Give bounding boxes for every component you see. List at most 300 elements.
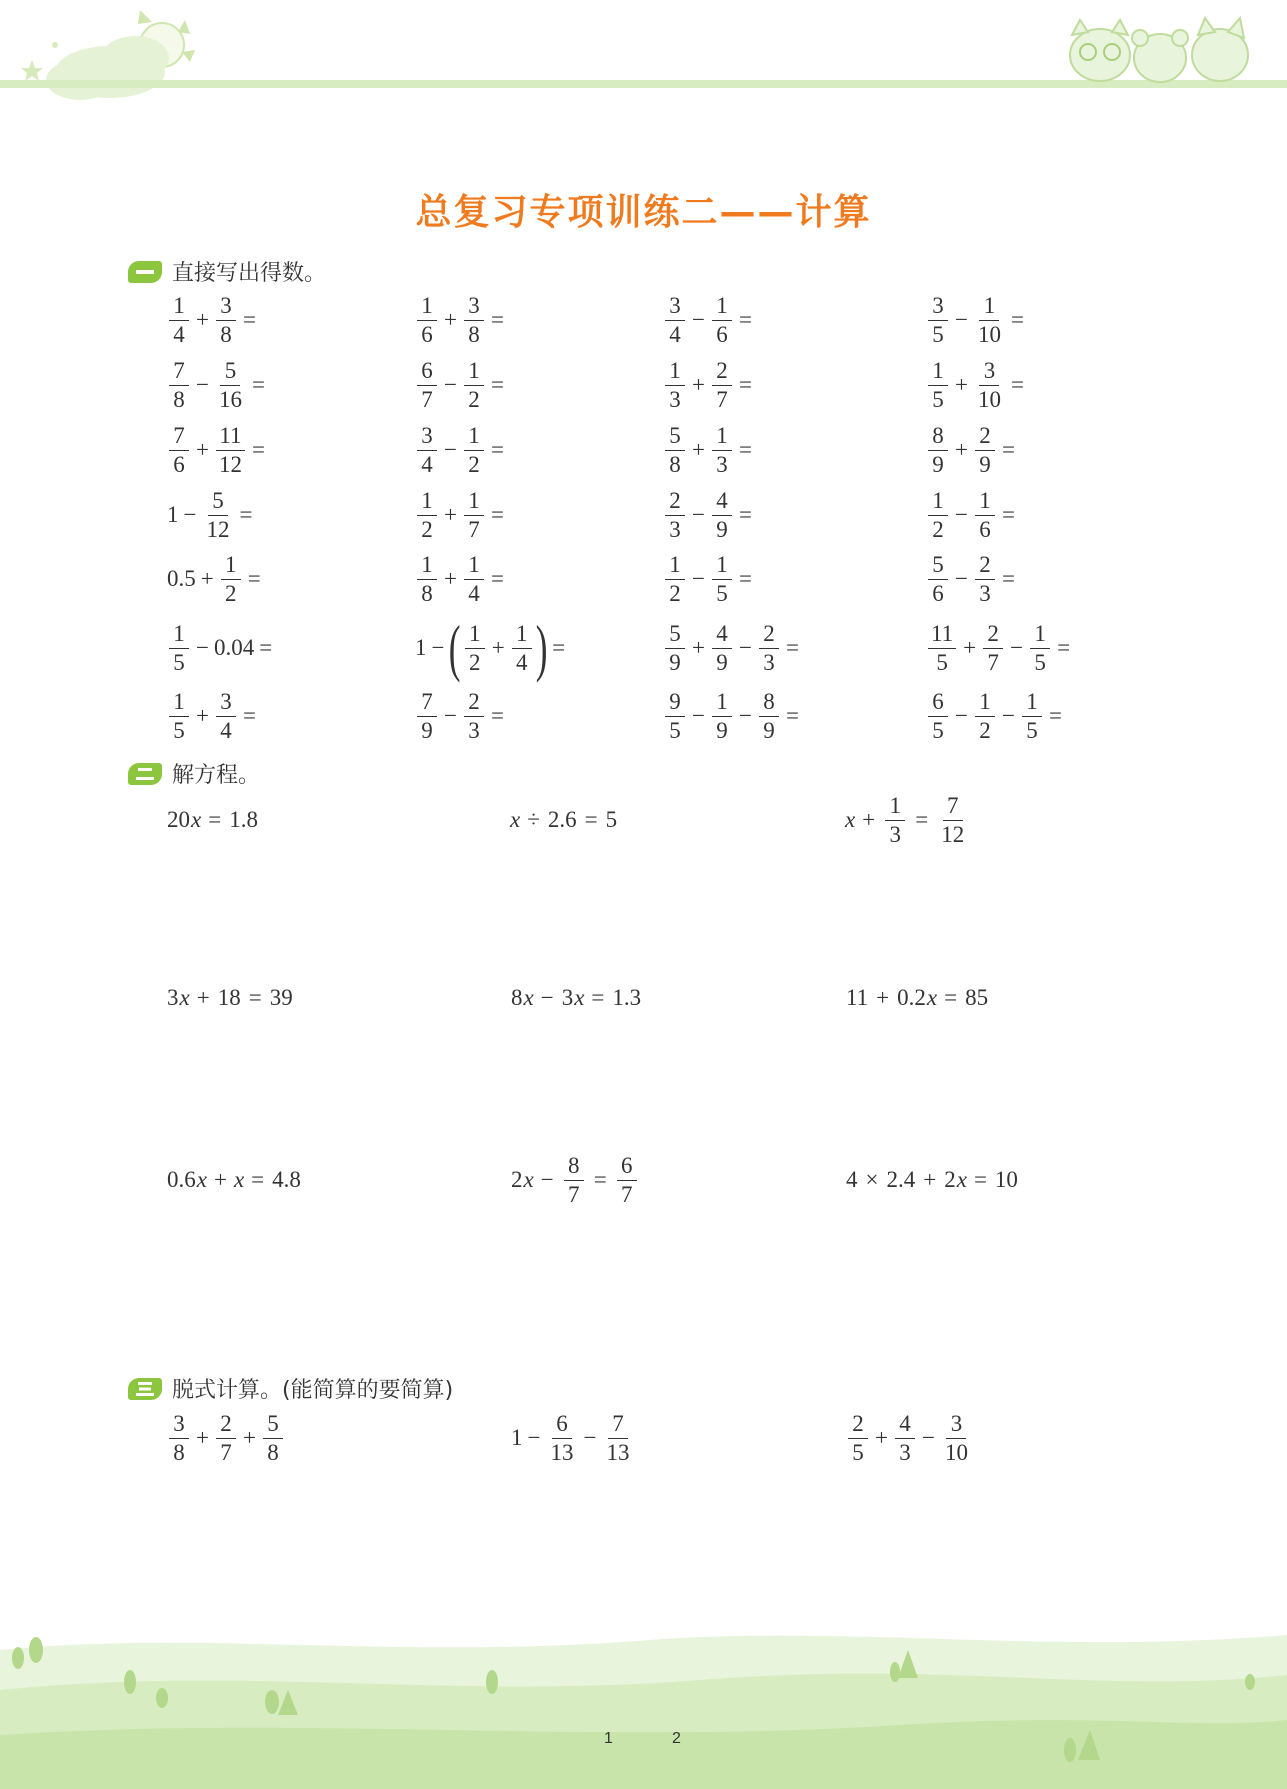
fraction xyxy=(221,551,241,608)
fraction xyxy=(169,1410,189,1467)
operator: = xyxy=(1001,566,1015,591)
fraction xyxy=(759,620,779,677)
step-calc-problem xyxy=(510,1406,635,1470)
oral-problem xyxy=(925,547,1019,611)
numerator: 2 xyxy=(759,620,779,649)
oral-problem xyxy=(925,288,1028,352)
numerator: 2 xyxy=(983,620,1003,649)
fraction xyxy=(928,422,948,479)
operator: + xyxy=(692,372,705,397)
operator: = xyxy=(738,307,752,332)
oral-problem xyxy=(166,483,256,547)
fraction xyxy=(547,1410,576,1467)
numerator: 1 xyxy=(512,620,532,649)
denominator: 4 xyxy=(468,580,480,606)
operator: = xyxy=(593,1167,607,1192)
fraction xyxy=(216,357,245,414)
denominator: 5 xyxy=(173,717,185,743)
operator: = xyxy=(490,437,504,462)
denominator: 2 xyxy=(468,386,480,412)
oral-problem xyxy=(662,547,756,611)
numerator: 3 xyxy=(665,292,685,321)
oral-problem xyxy=(925,483,1019,547)
fraction xyxy=(712,551,732,608)
denominator: 7 xyxy=(220,1439,232,1465)
operator: + xyxy=(955,437,968,462)
number: 85 xyxy=(965,985,989,1010)
operator: = xyxy=(738,502,752,527)
operator: = xyxy=(738,372,752,397)
oral-problem xyxy=(166,684,260,748)
fraction xyxy=(928,292,948,349)
variable: x xyxy=(510,807,521,832)
fraction xyxy=(417,551,437,608)
numerator: 3 xyxy=(928,292,948,321)
variable: x xyxy=(196,1167,207,1192)
number: 0.6 xyxy=(167,1167,196,1192)
operator: = xyxy=(738,437,752,462)
operator: = xyxy=(1057,635,1071,660)
numerator: 1 xyxy=(712,688,732,717)
number: 3 xyxy=(167,985,179,1010)
numerator: 5 xyxy=(928,551,948,580)
operator: = xyxy=(490,307,504,332)
operator: − xyxy=(540,985,554,1010)
operator: = xyxy=(239,502,253,527)
denominator: 7 xyxy=(567,1181,580,1207)
section-2-header xyxy=(128,758,260,789)
equation-problem xyxy=(845,1148,1019,1212)
fraction xyxy=(712,357,732,414)
header-decoration xyxy=(0,0,1287,100)
fraction xyxy=(564,1152,584,1209)
number: 2 xyxy=(511,1167,523,1192)
denominator: 3 xyxy=(899,1439,911,1465)
fraction xyxy=(603,1410,632,1467)
denominator: 16 xyxy=(218,386,242,412)
numerator: 1 xyxy=(712,551,732,580)
oral-problem xyxy=(414,483,508,547)
denominator: 9 xyxy=(669,649,681,675)
oral-problem xyxy=(414,288,508,352)
operator: = xyxy=(251,1167,265,1192)
fraction xyxy=(975,422,995,479)
operator: + xyxy=(242,1425,256,1450)
fraction xyxy=(169,292,189,349)
numerator: 1 xyxy=(975,688,995,717)
operator: − xyxy=(527,1425,541,1450)
operator: − xyxy=(196,372,209,397)
equation-problem xyxy=(166,1148,302,1212)
denominator: 8 xyxy=(669,451,681,477)
denominator: 13 xyxy=(550,1439,574,1465)
section-label: 直接写出得数。 xyxy=(172,261,327,286)
numerator: 3 xyxy=(216,688,236,717)
fraction xyxy=(665,487,685,544)
numerator: 1 xyxy=(464,551,484,580)
equation-problem xyxy=(510,788,618,852)
variable: x xyxy=(233,1167,245,1192)
denominator: 5 xyxy=(669,717,681,743)
numerator: 7 xyxy=(417,688,437,717)
oral-problem xyxy=(166,353,269,417)
number: 0.2 xyxy=(897,985,926,1010)
denominator: 6 xyxy=(421,321,433,347)
operator: − xyxy=(1010,635,1024,660)
fraction xyxy=(417,357,437,414)
operator: − xyxy=(444,372,457,397)
fraction xyxy=(1022,688,1042,745)
fraction xyxy=(712,487,732,544)
section-label: 脱式计算。(能简算的要简算) xyxy=(172,1378,454,1403)
operator: + xyxy=(196,1425,209,1450)
fraction xyxy=(665,357,685,414)
operator: = xyxy=(944,985,958,1010)
number: 2.6 xyxy=(547,807,577,832)
numerator: 1 xyxy=(712,292,732,321)
fraction xyxy=(512,620,532,677)
numerator: 1 xyxy=(464,487,484,516)
operator: − xyxy=(955,307,968,332)
denominator: 7 xyxy=(620,1181,633,1207)
footer-landscape xyxy=(0,1620,1287,1789)
fraction xyxy=(169,620,189,677)
fraction xyxy=(938,792,967,849)
denominator: 6 xyxy=(932,580,944,606)
denominator: 12 xyxy=(941,821,965,847)
variable: x xyxy=(956,1167,967,1192)
numerator: 11 xyxy=(928,620,956,649)
numerator: 1 xyxy=(885,792,905,821)
operator: = xyxy=(242,703,256,728)
numerator: 1 xyxy=(465,620,485,649)
operator: + xyxy=(862,807,876,832)
fraction xyxy=(928,620,956,677)
numerator: 2 xyxy=(848,1410,868,1439)
operator: − xyxy=(692,703,705,728)
fraction xyxy=(417,487,437,544)
fraction xyxy=(169,422,189,479)
number: 1 xyxy=(511,1425,523,1450)
denominator: 10 xyxy=(977,386,1001,412)
denominator: 5 xyxy=(1034,649,1046,675)
equation-problem xyxy=(510,1148,640,1212)
denominator: 3 xyxy=(763,649,775,675)
denominator: 7 xyxy=(468,516,480,542)
numerator: 1 xyxy=(928,487,948,516)
numerator: 8 xyxy=(564,1152,584,1181)
number: 3 xyxy=(561,985,574,1010)
numerator: 1 xyxy=(464,422,484,451)
numerator: 7 xyxy=(169,357,189,386)
operator: − xyxy=(921,1425,935,1450)
operator: − xyxy=(431,635,445,660)
operator: + xyxy=(692,437,705,462)
operator: = xyxy=(242,307,256,332)
fraction xyxy=(464,422,484,479)
operator: + xyxy=(923,1167,937,1192)
fraction xyxy=(464,487,484,544)
denominator: 2 xyxy=(932,516,944,542)
numerator: 6 xyxy=(928,688,948,717)
denominator: 6 xyxy=(716,321,728,347)
numerator: 1 xyxy=(221,551,241,580)
numerator: 2 xyxy=(464,688,484,717)
operator: − xyxy=(444,703,457,728)
fraction xyxy=(263,1410,283,1467)
numerator: 1 xyxy=(169,620,189,649)
numerator: 8 xyxy=(759,688,779,717)
denominator: 8 xyxy=(267,1439,279,1465)
denominator: 5 xyxy=(852,1439,864,1465)
number: 1.3 xyxy=(612,985,642,1010)
denominator: 8 xyxy=(220,321,232,347)
denominator: 5 xyxy=(932,321,944,347)
page-number-1: 1 xyxy=(604,1730,613,1747)
operator: + xyxy=(444,307,457,332)
denominator: 12 xyxy=(206,516,230,542)
denominator: 9 xyxy=(716,649,728,675)
numerator: 5 xyxy=(208,487,228,516)
fraction xyxy=(759,688,779,745)
operator: + xyxy=(963,635,977,660)
operator: = xyxy=(1010,307,1024,332)
fraction xyxy=(928,357,948,414)
denominator: 2 xyxy=(224,580,237,606)
operator: + xyxy=(444,502,457,527)
equation-problem xyxy=(166,966,294,1030)
operator: + xyxy=(196,985,210,1010)
operator: − xyxy=(955,703,968,728)
operator: − xyxy=(738,635,752,660)
operator: + xyxy=(213,1167,227,1192)
oral-problem xyxy=(925,418,1019,482)
numerator: 1 xyxy=(169,292,189,321)
operator: ÷ xyxy=(527,807,540,832)
variable: x xyxy=(179,985,190,1010)
fraction xyxy=(895,1410,915,1467)
numerator: 3 xyxy=(417,422,437,451)
numerator: 1 xyxy=(417,487,437,516)
operator: + xyxy=(875,1425,888,1450)
operator: + xyxy=(876,985,890,1010)
denominator: 7 xyxy=(421,386,433,412)
number: 0.04 xyxy=(213,635,255,660)
numerator: 7 xyxy=(943,792,963,821)
section-number-icon xyxy=(128,261,162,283)
fraction xyxy=(169,357,189,414)
denominator: 9 xyxy=(932,451,944,477)
fraction xyxy=(464,292,484,349)
operator: × xyxy=(865,1167,879,1192)
oral-problem xyxy=(414,684,508,748)
denominator: 5 xyxy=(716,580,728,606)
numerator: 11 xyxy=(216,422,244,451)
numerator: 1 xyxy=(665,357,685,386)
oral-problem xyxy=(925,616,1074,680)
fraction xyxy=(617,1152,637,1209)
fraction xyxy=(848,1410,868,1467)
operator: = xyxy=(785,703,799,728)
numerator: 2 xyxy=(216,1410,236,1439)
numerator: 5 xyxy=(220,357,240,386)
fraction xyxy=(975,688,995,745)
operator: = xyxy=(915,807,929,832)
numerator: 2 xyxy=(712,357,732,386)
numerator: 2 xyxy=(975,422,995,451)
operator: + xyxy=(955,372,968,397)
section-1-header xyxy=(128,256,326,287)
fraction xyxy=(169,688,189,745)
fraction xyxy=(983,620,1003,677)
numerator: 2 xyxy=(975,551,995,580)
denominator: 13 xyxy=(606,1439,630,1465)
denominator: 8 xyxy=(173,386,185,412)
number: 0.5 xyxy=(167,566,196,591)
numerator: 4 xyxy=(712,487,732,516)
denominator: 2 xyxy=(468,451,480,477)
numerator: 1 xyxy=(975,487,995,516)
numerator: 3 xyxy=(946,1410,966,1439)
fraction xyxy=(665,551,685,608)
number: 20 xyxy=(167,807,190,832)
numerator: 6 xyxy=(552,1410,572,1439)
numerator: 4 xyxy=(895,1410,915,1439)
numerator: 1 xyxy=(928,357,948,386)
oral-problem xyxy=(662,353,756,417)
number: 39 xyxy=(269,985,293,1010)
numerator: 1 xyxy=(1030,620,1050,649)
numerator: 7 xyxy=(169,422,189,451)
operator: = xyxy=(1001,502,1015,527)
denominator: 3 xyxy=(669,516,681,542)
equation-problem xyxy=(845,966,989,1030)
denominator: 8 xyxy=(173,1439,185,1465)
numerator: 6 xyxy=(617,1152,637,1181)
operator: − xyxy=(1001,703,1015,728)
numerator: 1 xyxy=(979,292,999,321)
denominator: 9 xyxy=(716,717,728,743)
operator: = xyxy=(490,703,504,728)
equation-problem xyxy=(845,788,970,852)
fraction xyxy=(665,620,685,677)
oral-problem xyxy=(925,353,1028,417)
denominator: 5 xyxy=(173,649,185,675)
numerator: 1 xyxy=(712,422,732,451)
denominator: 6 xyxy=(173,451,185,477)
variable: x xyxy=(574,985,585,1010)
number: 2 xyxy=(944,1167,956,1192)
denominator: 9 xyxy=(421,717,433,743)
numerator: 5 xyxy=(665,422,685,451)
fraction xyxy=(942,1410,971,1467)
denominator: 3 xyxy=(889,821,901,847)
section-3-header xyxy=(128,1373,453,1404)
denominator: 3 xyxy=(979,580,991,606)
numerator: 3 xyxy=(464,292,484,321)
denominator: 5 xyxy=(1026,717,1038,743)
operator: = xyxy=(259,635,273,660)
equation-problem xyxy=(510,966,642,1030)
denominator: 10 xyxy=(977,321,1001,347)
operator: = xyxy=(552,635,566,660)
numerator: 1 xyxy=(665,551,685,580)
oral-problem xyxy=(414,612,569,683)
operator: − xyxy=(738,703,752,728)
operator: − xyxy=(955,566,968,591)
operator: = xyxy=(490,566,504,591)
fraction xyxy=(464,688,484,745)
numerator: 7 xyxy=(608,1410,628,1439)
denominator: 3 xyxy=(716,451,728,477)
variable: x xyxy=(845,807,856,832)
operator: − xyxy=(692,307,705,332)
fraction xyxy=(465,620,485,677)
operator: + xyxy=(196,307,209,332)
number: 1 xyxy=(415,635,427,660)
variable: x xyxy=(523,1167,534,1192)
number: 4.8 xyxy=(272,1167,301,1192)
operator: = xyxy=(490,372,504,397)
oral-problem xyxy=(925,684,1066,748)
numerator: 1 xyxy=(417,551,437,580)
fraction xyxy=(417,292,437,349)
number: 18 xyxy=(217,985,241,1010)
number: 11 xyxy=(846,985,869,1010)
operator: = xyxy=(738,566,752,591)
denominator: 7 xyxy=(716,386,728,412)
section-number-icon xyxy=(128,763,162,785)
operator: − xyxy=(692,566,705,591)
operator: = xyxy=(1010,372,1024,397)
operator: − xyxy=(444,437,457,462)
numerator: 1 xyxy=(464,357,484,386)
number: 4 xyxy=(846,1167,858,1192)
operator: − xyxy=(692,502,705,527)
operator: − xyxy=(183,502,197,527)
operator: = xyxy=(247,566,261,591)
operator: + xyxy=(196,437,209,462)
oral-problem xyxy=(166,288,260,352)
fraction xyxy=(975,292,1004,349)
equation-problem xyxy=(166,788,259,852)
operator: = xyxy=(248,985,262,1010)
step-calc-problem xyxy=(166,1406,286,1470)
oral-problem xyxy=(662,616,803,680)
variable: x xyxy=(523,985,534,1010)
denominator: 4 xyxy=(669,321,681,347)
denominator: 8 xyxy=(421,580,433,606)
fraction xyxy=(464,551,484,608)
operator: = xyxy=(591,985,605,1010)
section-label: 解方程。 xyxy=(172,763,261,788)
denominator: 8 xyxy=(468,321,480,347)
oral-problem xyxy=(414,547,508,611)
operator: + xyxy=(491,635,505,660)
denominator: 9 xyxy=(716,516,728,542)
operator: = xyxy=(973,1167,987,1192)
fraction xyxy=(975,487,995,544)
oral-problem xyxy=(662,288,756,352)
parenthesis: ( xyxy=(449,612,462,683)
numerator: 5 xyxy=(263,1410,283,1439)
numerator: 3 xyxy=(169,1410,189,1439)
denominator: 5 xyxy=(932,386,944,412)
operator: = xyxy=(1048,703,1062,728)
fraction xyxy=(665,422,685,479)
fraction xyxy=(712,620,732,677)
fraction xyxy=(665,292,685,349)
